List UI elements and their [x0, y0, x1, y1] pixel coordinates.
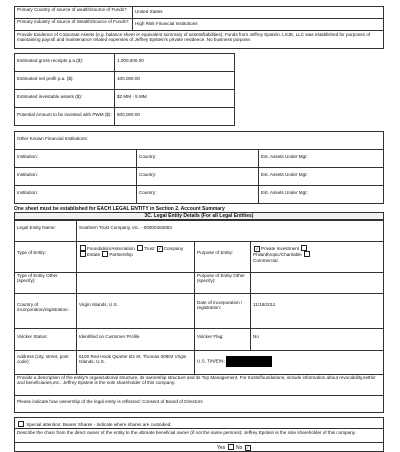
table-row — [15, 7, 384, 19]
bearer-box — [14, 417, 384, 429]
assets-label: Est. Assets Under Mgt: — [259, 186, 384, 204]
purpose-label: Purpose of Entity: — [195, 242, 251, 273]
volcker-status-value: Identified on Customer Profile — [77, 329, 195, 351]
checkbox-company[interactable]: ✓ — [157, 246, 162, 251]
table-row — [15, 396, 384, 413]
date-value: 11/18/2011 — [251, 294, 384, 329]
checkbox-bearer-shares[interactable] — [18, 421, 24, 427]
table-row — [15, 186, 384, 204]
country-label: Country: — [137, 186, 259, 204]
row-label: Estimated gross receipts p.a.($): — [15, 54, 115, 72]
country-label: Country: — [137, 168, 259, 186]
table-row — [15, 108, 385, 126]
option-label: Partnership — [109, 252, 133, 258]
country-label: Country of incorporation/registration: — [15, 294, 77, 329]
form-sheet — [14, 0, 384, 452]
type-other-value — [77, 273, 195, 294]
tin-label: U.S. TIN/EIN: — [197, 358, 225, 364]
table-row — [15, 90, 385, 108]
tin-cell — [195, 351, 384, 375]
evidence-text: Provide Evidence of Corporate Assets (e.g. balance sheet or equivalent summary of assets/liabilities): Funds from Jeffrey Epstein. LSJE, LLC was established for purposes of maintaining payroll and maintenance related expenses of Jeffrey Epstein's private residence. No business purpose. — [17, 32, 371, 43]
table-row — [15, 221, 384, 242]
row-label: Primary industry of source of Wealth/Source of Funds? — [15, 19, 133, 31]
purpose-other-label: Purpose of Entity Other (specify): — [195, 273, 251, 294]
table-row — [15, 329, 384, 351]
table-row — [15, 351, 384, 375]
row-value: $2 MM - 5 MM — [115, 90, 235, 108]
institution-label: Institution: — [15, 186, 137, 204]
row-value: 100,000.00 — [115, 72, 235, 90]
assets-label: Est. Assets Under Mgt: — [259, 168, 384, 186]
option-label: Foundation/Association — [87, 246, 135, 251]
row-label: Primary Country of source of wealth/source of Funds? — [15, 7, 133, 19]
row-label: Estimated net profit p.a. ($): — [15, 72, 115, 90]
option-label: Commercial — [253, 257, 278, 263]
row-label: Potential Amount to be invested with PWM ($): — [15, 108, 115, 126]
legal-entity-banner: One sheet must be established for EACH LEGAL ENTITY in Section 2. Account Summary — [14, 206, 225, 212]
table-row — [15, 150, 384, 168]
checkbox-no[interactable]: ✓ — [246, 445, 250, 450]
table-row — [15, 132, 384, 150]
checkbox-trust[interactable] — [137, 245, 143, 251]
type-label: Type of Entity: — [15, 242, 77, 273]
country-value: Virgin Islands, U.S. — [77, 294, 195, 329]
checkbox-estate[interactable] — [80, 251, 86, 257]
option-label: Philanthropic/Charitable — [253, 252, 302, 258]
table-row — [15, 242, 384, 273]
row-label: Estimated investable assets ($): — [15, 90, 115, 108]
table-row — [15, 294, 384, 329]
chain-box — [14, 429, 384, 443]
other-institutions-heading: Other Known Financial Institutions: — [15, 132, 384, 150]
row-value: High Risk Financial Institutions — [133, 19, 384, 31]
checkbox-foundation[interactable] — [80, 245, 86, 251]
legal-entity-table — [14, 220, 384, 413]
legal-entity-name-label: Legal Entity Name: — [15, 221, 77, 242]
table-row — [15, 19, 384, 31]
evidence-box — [14, 31, 384, 49]
purpose-options — [251, 242, 384, 273]
table-row — [15, 72, 385, 90]
section-header: 3C. Legal Entity Details (For all Legal Entities) — [14, 212, 384, 220]
assets-label: Est. Assets Under Mgt: — [259, 150, 384, 168]
checkbox-private-investment[interactable]: ✓ — [255, 246, 259, 251]
wealth-source-table — [14, 6, 384, 31]
option-label: Private Investment — [261, 246, 300, 251]
chain-text: Describe the chain from the direct owner of the entity to the ultimate beneficial owner (if not the same persons): Jeffrey Epstein is the sole shareholder of this company. — [17, 430, 356, 435]
table-row — [15, 54, 385, 72]
redaction-block — [226, 356, 272, 367]
option-label: Company — [163, 246, 184, 251]
table-row — [15, 375, 384, 396]
country-label: Country: — [137, 150, 259, 168]
type-options — [77, 242, 195, 273]
date-label: Date of incorporation / registration: — [195, 294, 251, 329]
type-other-label: Type of Entity Other (specify): — [15, 273, 77, 294]
option-label: Trust — [144, 246, 155, 251]
ownership-text: Provide a description of the entity's organizational structure, its ownership structure and its Top Management. For trusts/foundations, include information about revocability,settlor and beneficiaries,etc.: Jeffrey Epstein is the sole shareholder of this company. — [15, 375, 384, 396]
legal-entity-name-value: Southern Trust Company, Inc. - 00000483883 — [77, 221, 384, 242]
address-value: 6100 Red Hook Quarter B3 St. Thomas 00802 Virgin Islands, U.S. — [77, 351, 195, 375]
checkbox-partnership[interactable] — [102, 251, 108, 257]
yes-no-row — [14, 443, 384, 452]
table-row — [15, 168, 384, 186]
row-value: 1,000,000.00 — [115, 54, 235, 72]
no-label: No — [235, 445, 243, 451]
address-label: Address (city, street, post code): — [15, 351, 77, 375]
checkbox-commercial[interactable] — [304, 251, 310, 257]
row-value: 500,000.00 — [115, 108, 235, 126]
option-label: Estate — [87, 252, 101, 258]
checkbox-philanthropic[interactable] — [301, 245, 307, 251]
row-value: United States — [133, 7, 384, 19]
table-row — [15, 273, 384, 294]
purpose-other-value — [251, 273, 384, 294]
volcker-flag-value: No — [251, 329, 384, 351]
institution-label: Institution: — [15, 150, 137, 168]
control-text: Please indicate how ownership of the legal entity is reflected: Consent of Board of Directors — [15, 396, 384, 413]
checkbox-yes[interactable] — [228, 444, 234, 450]
volcker-flag-label: Volcker Flag: — [195, 329, 251, 351]
bearer-text: Special attention: Bearer Shares - Indicate where shares are custodied: — [26, 422, 172, 427]
financials-table — [14, 53, 384, 126]
yes-label: Yes — [217, 445, 226, 451]
volcker-status-label: Volcker Status: — [15, 329, 77, 351]
other-institutions-table — [14, 131, 384, 204]
institution-label: Institution: — [15, 168, 137, 186]
